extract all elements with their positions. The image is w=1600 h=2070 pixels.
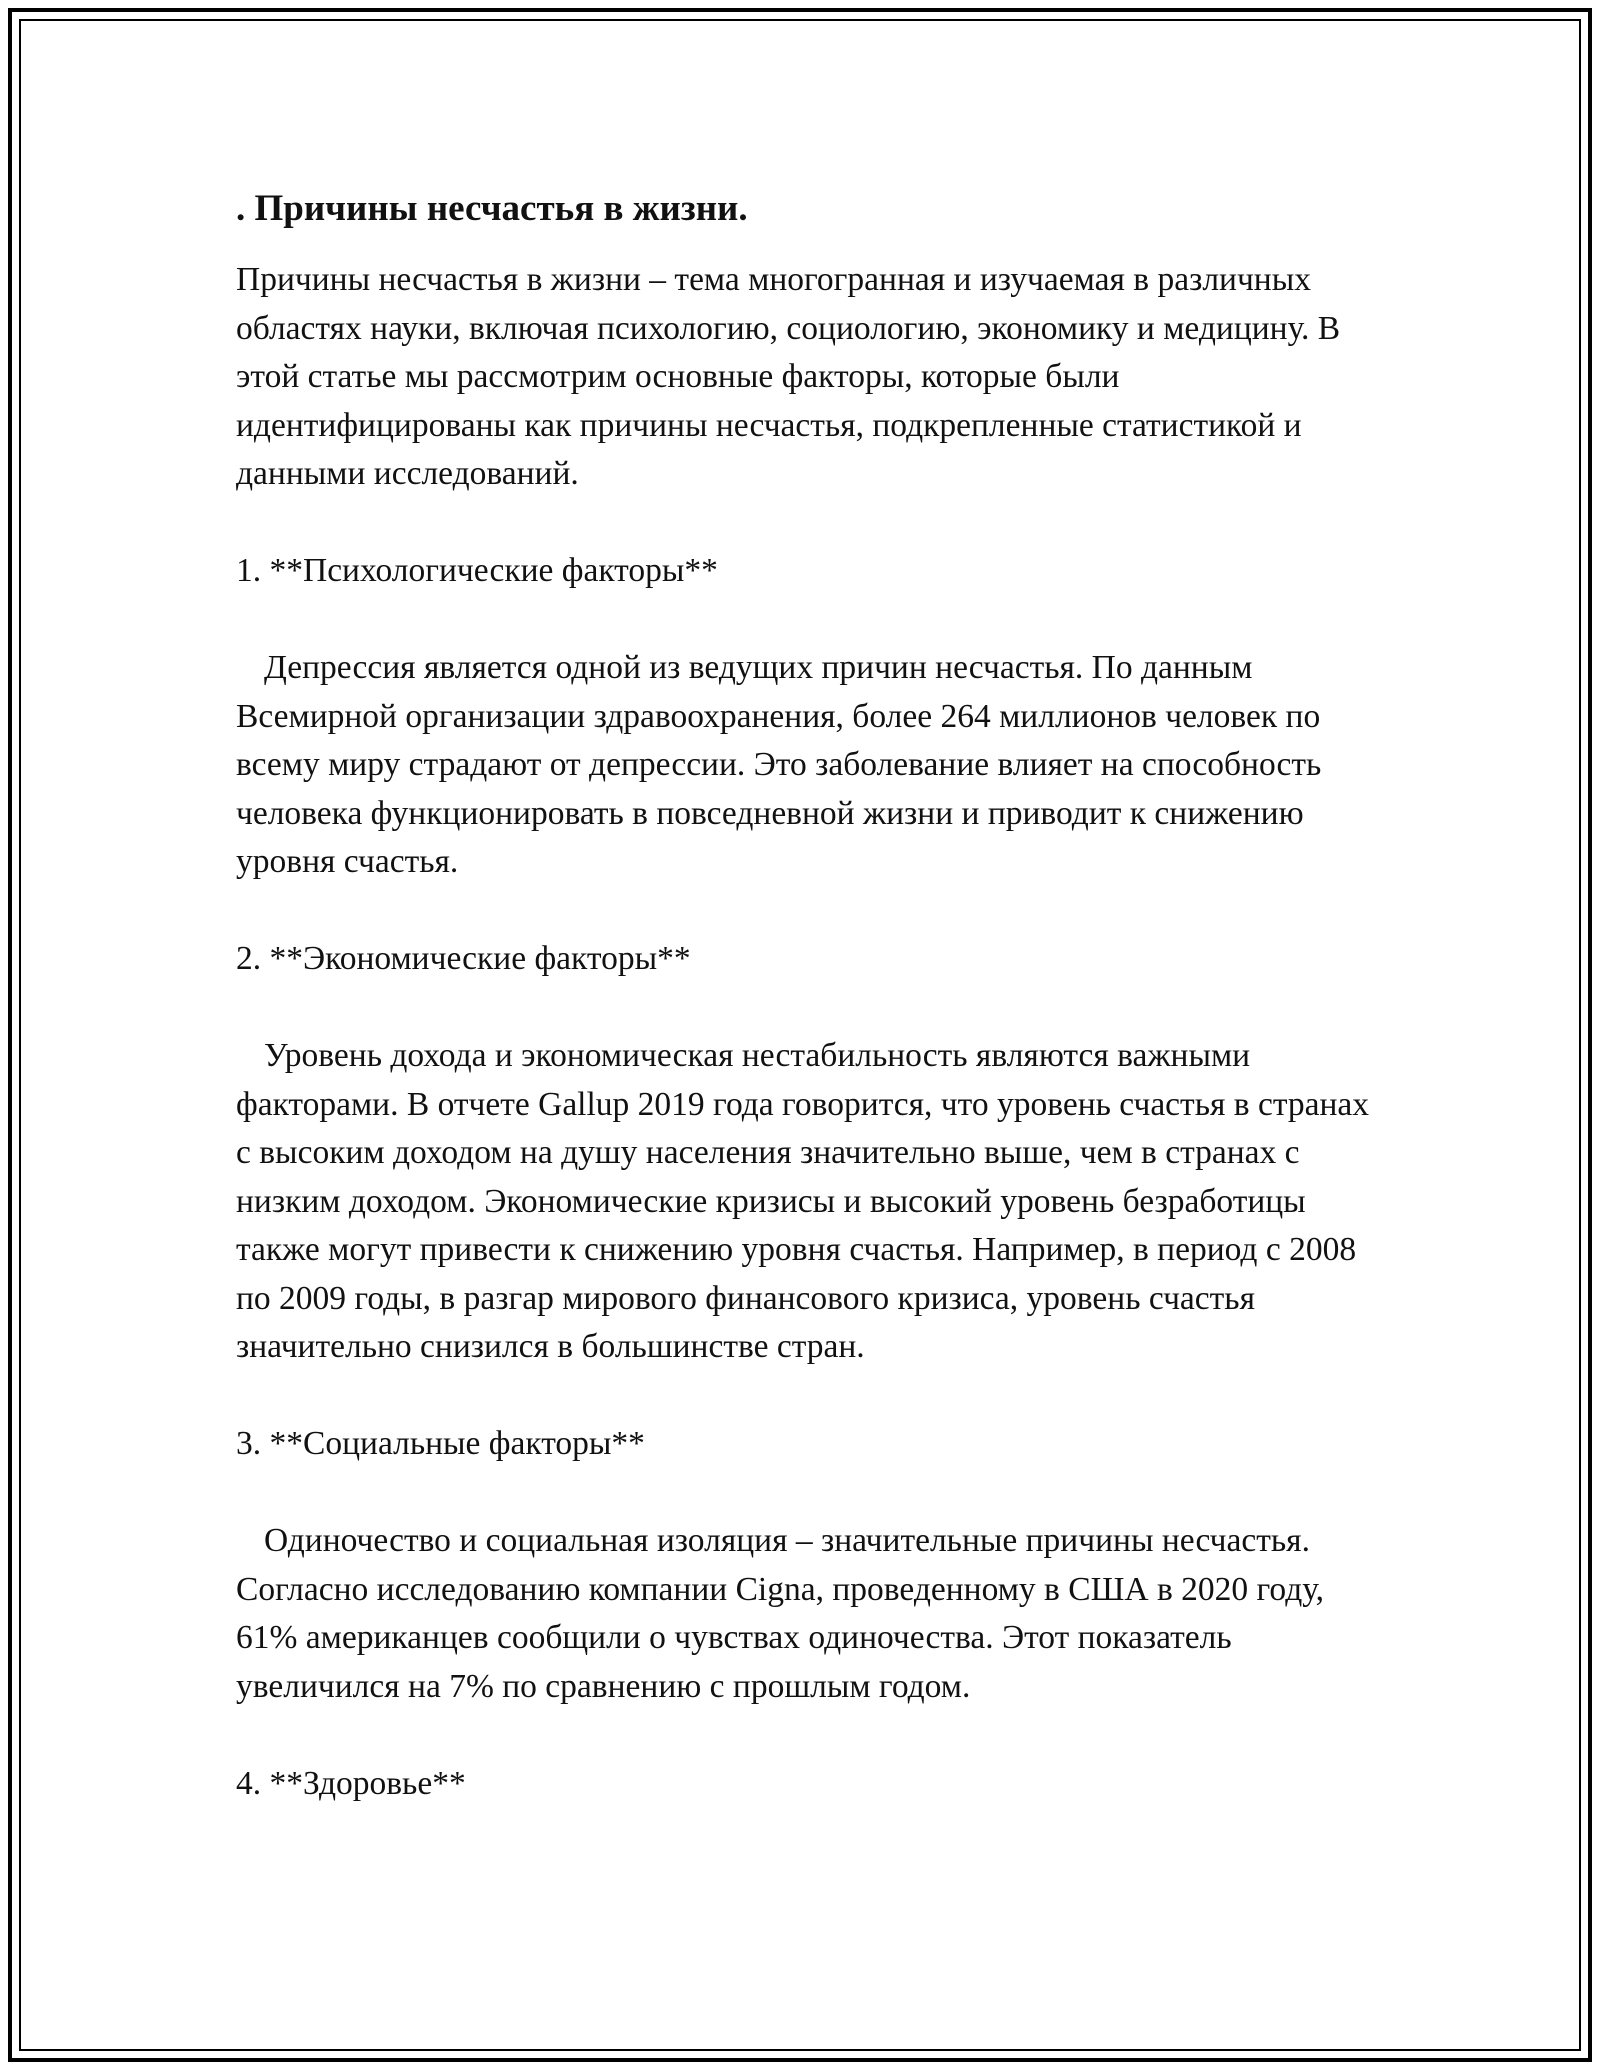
section-body-psychological: Депрессия является одной из ведущих причин несчастья. По данным Всемирной организации здравоохранения, более 264 миллионов человек по всему миру страдают от депрессии. Это заболевание влияет на способность человека функционировать в повседневной жизни и приводит к снижению уровня счастья. bbox=[236, 649, 1322, 880]
section-heading-psychological: 1. **Психологические факторы** bbox=[236, 552, 718, 589]
section-body-economic: Уровень дохода и экономическая нестабильность являются важными факторами. В отчете Gallup 2019 года говорится, что уровень счастья в странах с высоким доходом на душу населения значительно выше, чем в странах с низким доходом. Экономические кризисы и высокий уровень безработицы также могут привести к снижению уровня счастья. Например, в период с 2008 по 2009 годы, в разгар мирового финансового кризиса, уровень счастья значительно снизился в большинстве стран. bbox=[236, 1037, 1370, 1365]
page-title: . Причины несчастья в жизни. bbox=[236, 188, 748, 229]
sections-list bbox=[236, 547, 1386, 1808]
section-heading-social: 3. **Социальные факторы** bbox=[236, 1425, 645, 1462]
section-body-social: Одиночество и социальная изоляция – значительные причины несчастья. Согласно исследованию компании Cigna, проведенному в США в 2020 году, 61% американцев сообщили о чувствах одиночества. Этот показатель увеличился на 7% по сравнению с прошлым годом. bbox=[236, 1522, 1325, 1705]
intro-paragraph: Причины несчастья в жизни – тема многогранная и изучаемая в различных областях науки, включая психологию, социологию, экономику и медицину. В этой статье мы рассмотрим основные факторы, которые были идентифицированы как причины несчастья, подкрепленные статистикой и данными исследований. bbox=[236, 261, 1341, 492]
document-body bbox=[236, 186, 1386, 1857]
section-heading-health: 4. **Здоровье** bbox=[236, 1764, 466, 1802]
section-heading-economic: 2. **Экономические факторы** bbox=[236, 940, 691, 977]
